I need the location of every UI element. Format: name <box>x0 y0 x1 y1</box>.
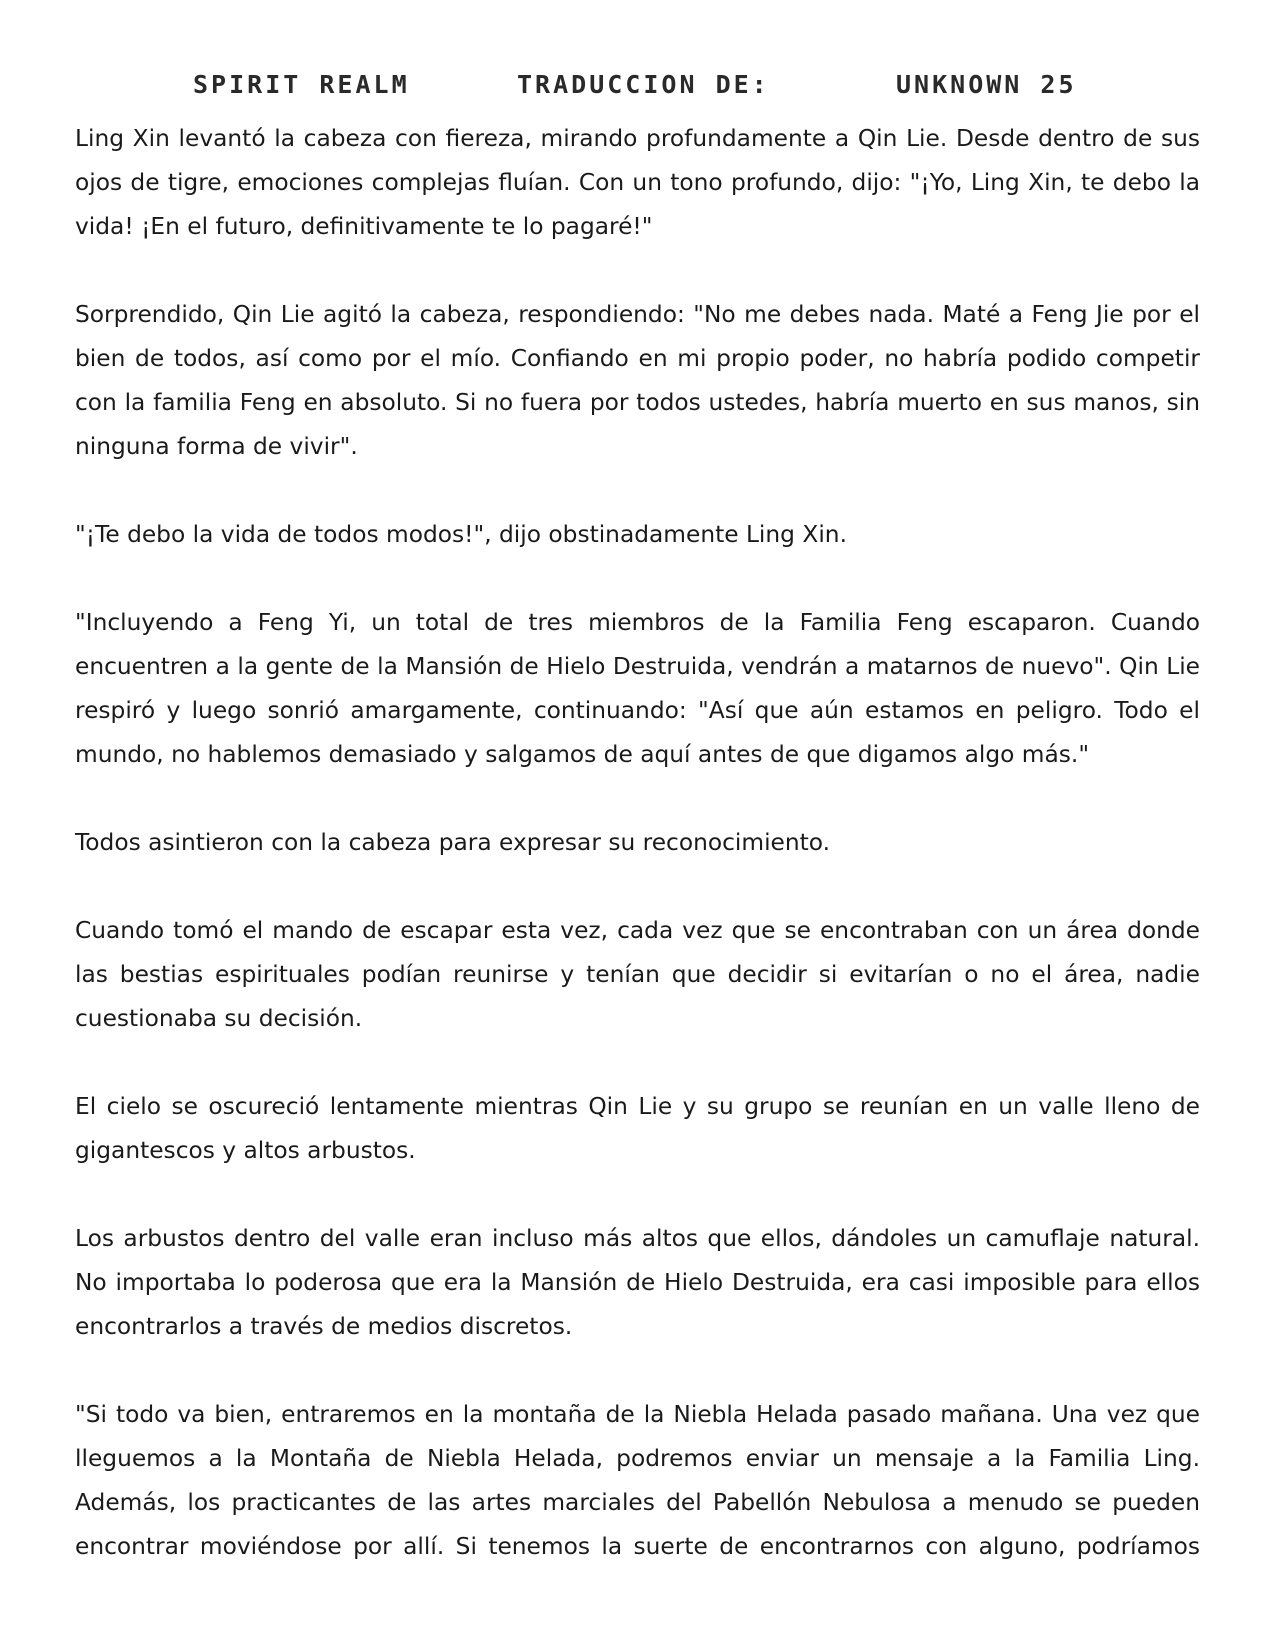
paragraph: Todos asintieron con la cabeza para expresar su reconocimiento. <box>75 829 831 856</box>
paragraph: Los arbustos dentro del valle eran incluso más altos que ellos, dándoles un camuflaje natural. No importaba lo poderosa que era la Mansión de Hielo Destruida, era casi imposible para ellos encontrarlos a través de medios discretos. <box>75 1225 1200 1340</box>
header-translation-label: TRADUCCION DE: <box>517 70 770 99</box>
header-translator: UNKNOWN 25 <box>896 70 1077 99</box>
paragraph: "Incluyendo a Feng Yi, un total de tres miembros de la Familia Feng escaparon. Cuando encuentren a la gente de la Mansión de Hielo Destruida, vendrán a matarnos de nuevo". Qin Lie respiró y luego sonrió amargamente, continuando: "Así que aún estamos en peligro. Todo el mundo, no hablemos demasiado y salgamos de aquí antes de que digamos algo más." <box>75 609 1200 768</box>
paragraph: Cuando tomó el mando de escapar esta vez, cada vez que se encontraban con un área donde las bestias espirituales podían reunirse y tenían que decidir si evitarían o no el área, nadie cuestionaba su decisión. <box>75 917 1200 1032</box>
paragraph: Ling Xin levantó la cabeza con fiereza, mirando profundamente a Qin Lie. Desde dentro de sus ojos de tigre, emociones complejas fluían. Con un tono profundo, dijo: "¡Yo, Ling Xin, te debo la vida! ¡En el futuro, definitivamente te lo pagaré!" <box>75 125 1200 240</box>
header-title: SPIRIT REALM <box>193 70 410 99</box>
document-body <box>75 117 1200 1613</box>
paragraph: "¡Te debo la vida de todos modos!", dijo obstinadamente Ling Xin. <box>75 521 847 548</box>
paragraph: El cielo se oscureció lentamente mientras Qin Lie y su grupo se reunían en un valle lleno de gigantescos y altos arbustos. <box>75 1093 1200 1164</box>
paragraph: "Si todo va bien, entraremos en la montaña de la Niebla Helada pasado mañana. Una vez que lleguemos a la Montaña de Niebla Helada, podremos enviar un mensaje a la Familia Ling. Además, los practicantes de las artes marciales del Pabellón Nebulosa a menudo se pueden encontrar moviéndose por allí. Si tenemos la suerte de encontrarnos con alguno, podríamos <box>75 1401 1200 1560</box>
paragraph: Sorprendido, Qin Lie agitó la cabeza, respondiendo: "No me debes nada. Maté a Feng Jie por el bien de todos, así como por el mío. Confiando en mi propio poder, no habría podido competir con la familia Feng en absoluto. Si no fuera por todos ustedes, habría muerto en sus manos, sin ninguna forma de vivir". <box>75 301 1200 460</box>
page-header <box>0 70 1275 110</box>
